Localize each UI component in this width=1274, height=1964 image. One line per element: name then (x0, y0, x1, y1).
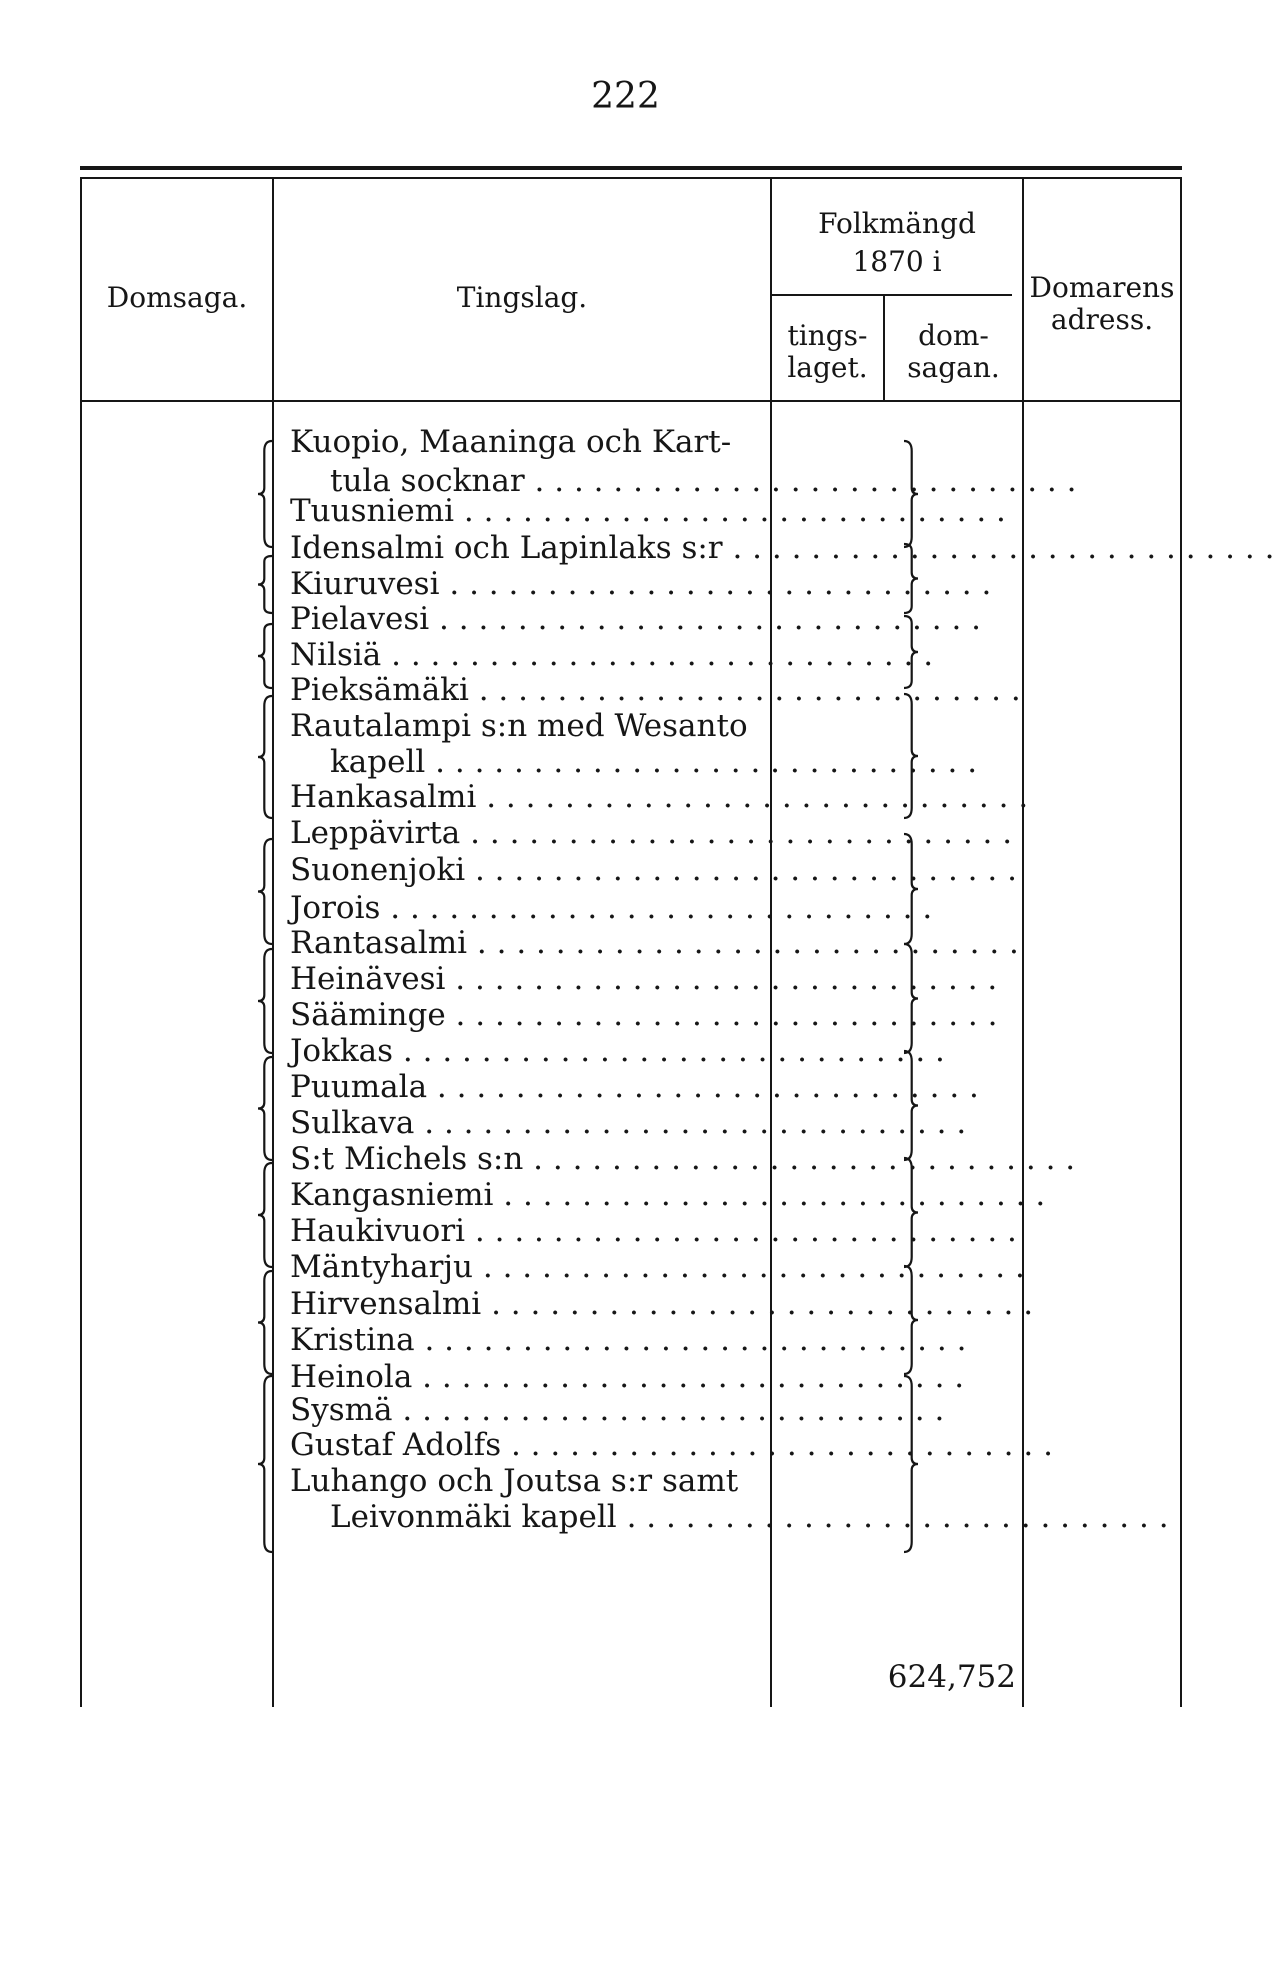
tingslag-label: Sysmä (290, 1392, 393, 1428)
grand-total: 624,752 (887, 1659, 1016, 1695)
tingslag-brace (258, 949, 272, 1053)
tingslag-row (290, 1069, 979, 1106)
top-rule-thin (80, 177, 1182, 179)
tingslag-label: Sääminge (290, 997, 446, 1033)
header-domarens-adress: Domarens adress. (1029, 271, 1175, 337)
header-bottom-rule (80, 400, 1182, 402)
tingslag-row (290, 1463, 739, 1500)
tingslag-label: Kuopio, Maaninga och Kart- (290, 424, 732, 460)
tingslag-label: Suonenjoki (290, 852, 466, 888)
tingslag-row (290, 424, 738, 461)
tingslag-row (330, 1499, 1169, 1536)
tingslag-label: Kangasniemi (290, 1177, 494, 1213)
tingslag-row (290, 1249, 1025, 1286)
dot-leader: . . . . . . . . . . . . . . . . . . . . . . . . . . . . (380, 890, 933, 926)
tingslag-row (290, 779, 1029, 816)
tingslag-label: Luhango och Joutsa s:r samt (290, 1463, 739, 1499)
dot-leader: . . . . . . . . . . . . . . . . . . . . . . . . . . . . (722, 530, 1274, 566)
tingslag-brace (258, 1163, 272, 1267)
dot-leader: . . . . . . . . . . . . . . . . . . . . . . . . . . . . (445, 961, 998, 997)
tingslag-label: Tuusniemi (290, 493, 455, 529)
tingslag-row (290, 637, 934, 674)
tingslag-row (290, 1359, 965, 1396)
tingslag-brace (258, 839, 272, 944)
tingslag-label: Jorois (290, 890, 381, 926)
header-domsagan: dom- sagan. (907, 319, 1000, 385)
tingslag-row (290, 530, 1274, 567)
dot-leader: . . . . . . . . . . . . . . . . . . . . . . . . . . . . (481, 1286, 1034, 1322)
dot-leader: . . . . . . . . . . . . . . . . . . . . . . . . . . . . (381, 637, 934, 673)
dot-leader: . . . . . . . . . . . . . . . . . . . . . . . . . . . . (454, 493, 1006, 529)
dot-leader: . . . . . . . . . . . . . . . . . . . . . . . . . . . . (425, 744, 978, 780)
tingslag-row (290, 1392, 945, 1429)
header-folkmangd: Folkmängd (818, 207, 976, 240)
tingslag-row (330, 744, 978, 781)
tingslag-brace (258, 1376, 272, 1552)
dot-leader: . . . . . . . . . . . . . . . . . . . . . . . . . . . . (493, 1177, 1046, 1213)
tingslag-label: Haukivuori (290, 1213, 466, 1249)
tingslag-label: tula socknar (330, 463, 525, 499)
tingslag-label: Puumala (290, 1069, 428, 1105)
header-folkmangd-year: 1870 i (852, 245, 942, 278)
tingslag-row (290, 961, 998, 998)
tingslag-row (290, 1033, 945, 1070)
tingslag-brace (258, 441, 272, 547)
tingslag-label: Jokkas (290, 1033, 394, 1069)
tingslag-label: Kiuruvesi (290, 566, 440, 602)
tingslag-row (290, 890, 933, 927)
tingslag-brace (258, 624, 272, 688)
header-tingslaget: tings- laget. (787, 319, 868, 385)
tingslag-row (290, 1322, 967, 1359)
tingslag-row (290, 672, 1021, 709)
dot-leader: . . . . . . . . . . . . . . . . . . . . . . . . . . . . (501, 1427, 1053, 1463)
tingslag-label: S:t Michels s:n (290, 1141, 524, 1177)
tingslag-row (290, 1213, 1017, 1250)
tingslag-brace (258, 556, 272, 613)
folkmangd-subrule (772, 294, 1012, 296)
tingslag-brace (258, 696, 272, 818)
tingslag-label: Pieksämäki (290, 672, 469, 708)
tingslag-row (290, 708, 748, 745)
tingslag-label: Hankasalmi (290, 779, 477, 815)
tingslag-label: Rautalampi s:n med Wesanto (290, 708, 748, 744)
tingslag-label: Idensalmi och Lapinlaks s:r (290, 530, 723, 566)
tingslag-row (290, 1177, 1046, 1214)
dot-leader: . . . . . . . . . . . . . . . . . . . . . . . . . . . . (465, 852, 1017, 888)
dot-leader: . . . . . . . . . . . . . . . . . . . . . . . . . . . . (465, 1213, 1017, 1249)
dot-leader: . . . . . . . . . . . . . . . . . . . . . . . . . . . . (445, 997, 998, 1033)
col-rule-domsaga (272, 177, 274, 1707)
dot-leader: . . . . . . . . . . . . . . . . . . . . . . . . . . . . (523, 1141, 1076, 1177)
dot-leader: . . . . . . . . . . . . . . . . . . . . . . . . . . . . (414, 1322, 967, 1358)
tingslag-label: Leivonmäki kapell (330, 1499, 617, 1535)
tingslag-row (290, 601, 982, 638)
tingslag-brace (258, 1271, 272, 1374)
tingslag-label: Heinävesi (290, 961, 446, 997)
tingslag-label: Kristina (290, 1322, 415, 1358)
col-rule-domsagan (1022, 177, 1024, 1707)
tingslag-label: kapell (330, 744, 426, 780)
tingslag-brace (258, 1057, 272, 1160)
header-tingslag: Tingslag. (456, 281, 588, 314)
dot-leader: . . . . . . . . . . . . . . . . . . . . . . . . . . . . (476, 779, 1029, 815)
dot-leader: . . . . . . . . . . . . . . . . . . . . . . . . . . . . (427, 1069, 979, 1105)
dot-leader: . . . . . . . . . . . . . . . . . . . . . . . . . . . . (392, 1392, 945, 1428)
dot-leader: . . . . . . . . . . . . . . . . . . . . . . . . . . . . (412, 1359, 965, 1395)
col-rule-left (80, 177, 82, 1707)
dot-leader: . . . . . . . . . . . . . . . . . . . . . . . . . . . . (393, 1033, 945, 1069)
tingslag-row (290, 1141, 1076, 1178)
tingslag-row (290, 925, 1019, 962)
tingslag-row (290, 566, 992, 603)
tingslag-row (290, 852, 1017, 889)
top-rule-thick (80, 166, 1182, 170)
dot-leader: . . . . . . . . . . . . . . . . . . . . . . . . . . . . (439, 566, 992, 602)
header-domsaga: Domsaga. (106, 281, 248, 314)
tingslag-label: Rantasalmi (290, 925, 468, 961)
dot-leader: . . . . . . . . . . . . . . . . . . . . . . . . . . . . (473, 1249, 1025, 1285)
tingslag-label: Sulkava (290, 1105, 415, 1141)
tingslag-row (290, 997, 998, 1034)
tingslag-label: Nilsiä (290, 637, 382, 673)
tingslag-row (290, 1286, 1034, 1323)
tingslag-row (290, 1427, 1053, 1464)
tingslag-label: Hirvensalmi (290, 1286, 482, 1322)
dot-leader: . . . . . . . . . . . . . . . . . . . . . . . . . . . . (616, 1499, 1169, 1535)
tingslag-row (290, 815, 1013, 852)
tingslag-row (290, 1105, 967, 1142)
tingslag-row (290, 493, 1006, 530)
dot-leader: . . . . . . . . . . . . . . . . . . . . . . . . . . . . (467, 925, 1019, 961)
dot-leader: . . . . . . . . . . . . . . . . . . . . . . . . . . . . (468, 672, 1021, 708)
tingslag-label: Gustaf Adolfs (290, 1427, 502, 1463)
tingslag-label: Mäntyharju (290, 1249, 474, 1285)
dot-leader: . . . . . . . . . . . . . . . . . . . . . . . . . . . . (524, 463, 1077, 499)
tingslag-label: Pielavesi (290, 601, 430, 637)
dot-leader: . . . . . . . . . . . . . . . . . . . . . . . . . . . . (460, 815, 1013, 851)
col-rule-right (1180, 177, 1182, 1707)
tingslag-label: Heinola (290, 1359, 413, 1395)
dot-leader: . . . . . . . . . . . . . . . . . . . . . . . . . . . . (429, 601, 982, 637)
tingslag-label: Leppävirta (290, 815, 461, 851)
dot-leader: . . . . . . . . . . . . . . . . . . . . . . . . . . . . (414, 1105, 967, 1141)
page-number: 222 (591, 76, 660, 117)
